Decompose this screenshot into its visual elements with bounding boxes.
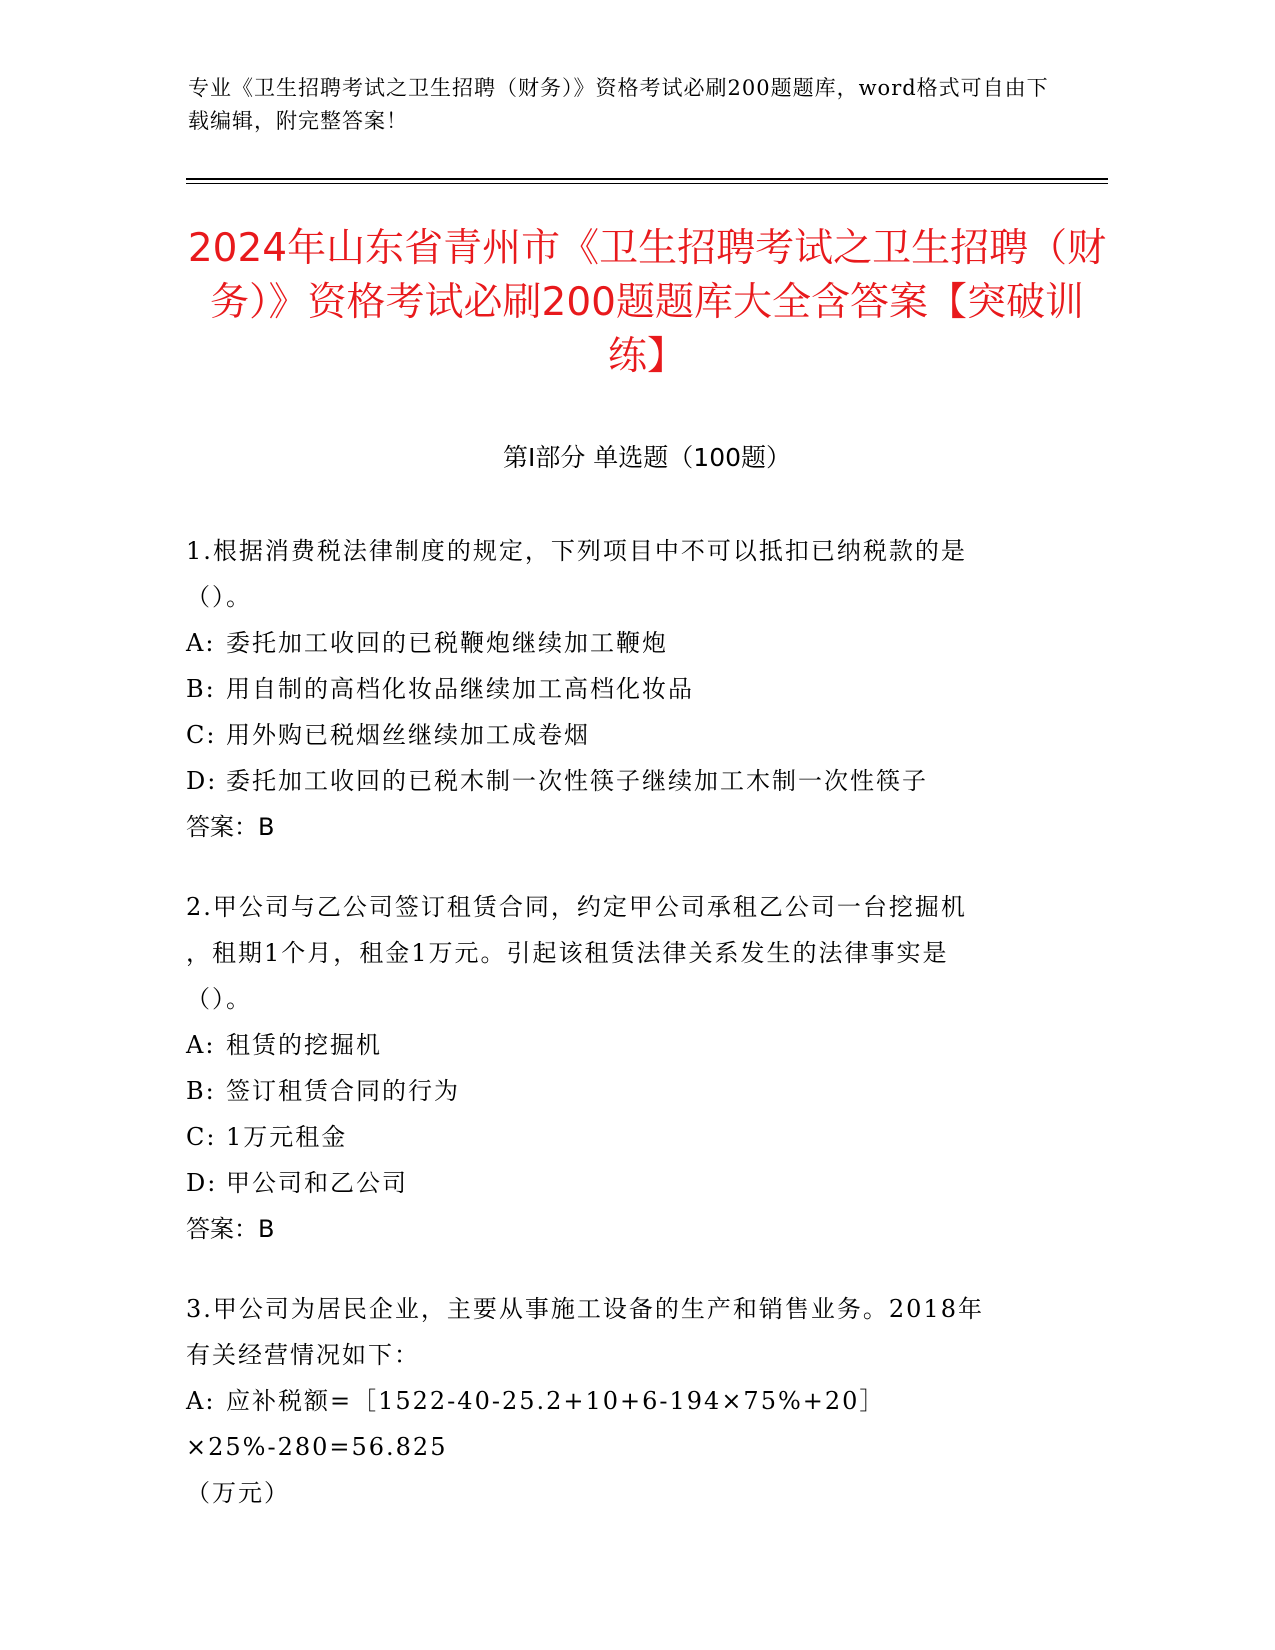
option-letter: B: [186, 1077, 216, 1105]
option-d [186, 1160, 1086, 1206]
question-stem: 2.甲公司与乙公司签订租赁合同，约定甲公司承租乙公司一台挖掘机 ，租期1个月，租金1万元。引起该租赁法律关系发生的法律事实是 （）。 [186, 893, 967, 1013]
option-text: 委托加工收回的已税鞭炮继续加工鞭炮 [226, 629, 668, 657]
option-a [186, 1022, 1086, 1068]
header-divider-thick [186, 178, 1108, 180]
option-text: 委托加工收回的已税木制一次性筷子继续加工木制一次性筷子 [226, 767, 928, 795]
option-letter: A: [186, 1031, 216, 1059]
answer-line: 答案：B [186, 813, 275, 841]
option-a [186, 1378, 1086, 1516]
option-c [186, 1114, 1086, 1160]
document-title: 2024年山东省青州市《卫生招聘考试之卫生招聘（财务）》资格考试必刷200题题库大全含答案【突破训练】 [187, 226, 1107, 379]
option-text: 甲公司和乙公司 [226, 1169, 408, 1197]
header-note: 专业《卫生招聘考试之卫生招聘（财务）》资格考试必刷200题题库，word格式可自由下载编辑，附完整答案！ [188, 76, 1049, 133]
option-a [186, 620, 1086, 666]
question-stem: 3.甲公司为居民企业，主要从事施工设备的生产和销售业务。2018年 有关经营情况如下： [186, 1295, 984, 1369]
answer-line: 答案：B [186, 1215, 275, 1243]
option-letter: A: [186, 629, 216, 657]
option-text: 租赁的挖掘机 [226, 1031, 382, 1059]
question-1 [186, 528, 1086, 850]
section-heading: 第I部分 单选题（100题） [502, 443, 792, 472]
option-letter: B: [186, 675, 216, 703]
option-letter: C: [186, 721, 217, 749]
option-text: 签订租赁合同的行为 [226, 1077, 460, 1105]
question-3 [186, 1286, 1086, 1516]
header-divider-thin [186, 183, 1108, 184]
option-c [186, 712, 1086, 758]
option-b [186, 1068, 1086, 1114]
option-letter: A: [186, 1387, 216, 1415]
option-text: 用外购已税烟丝继续加工成卷烟 [226, 721, 590, 749]
option-letter: D: [186, 1169, 218, 1197]
option-text: 1万元租金 [226, 1123, 348, 1151]
option-letter: C: [186, 1123, 217, 1151]
question-2 [186, 884, 1086, 1252]
option-text: 用自制的高档化妆品继续加工高档化妆品 [226, 675, 694, 703]
option-text: 应补税额=［1522-40-25.2+10+6-194×75%+20］×25%-280=56.825 （万元） [186, 1387, 886, 1507]
question-stem: 1.根据消费税法律制度的规定，下列项目中不可以抵扣已纳税款的是 （）。 [186, 537, 967, 611]
question-list [186, 528, 1086, 1550]
option-letter: D: [186, 767, 218, 795]
option-b [186, 666, 1086, 712]
option-d [186, 758, 1086, 804]
